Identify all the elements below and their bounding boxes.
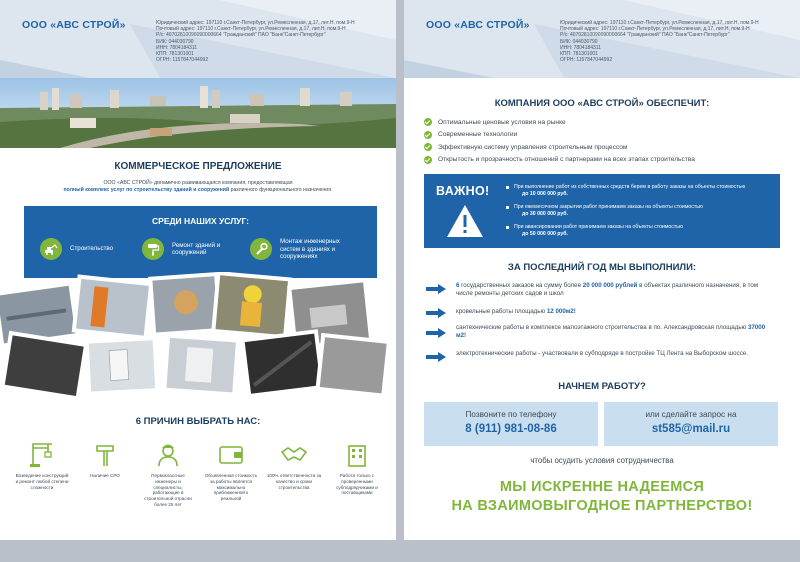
service-item — [142, 238, 236, 260]
benefit-item — [424, 154, 784, 167]
benefit-text: Современные технологии — [438, 131, 518, 139]
requisite-line: ОГРН: 1157847044992 — [560, 57, 613, 64]
reason-item — [140, 440, 196, 508]
benefit-item — [424, 129, 784, 142]
arrow-right-icon — [426, 284, 446, 294]
reason-label: Работа только с проверенными субподрядчиками и поставщиками — [336, 473, 378, 496]
important-text: При авансировании работ принимаем заказы на объекты стоимостью — [514, 224, 683, 231]
closing-slogan — [404, 478, 800, 516]
important-text: При ежемесячном закрытии работ принимаем заказы на объекты стоимостью — [514, 204, 703, 211]
arrow-right-icon — [426, 328, 446, 338]
slogan-line: НА ВЗАИМОВЫГОДНОЕ ПАРТНЕРСТВО! — [451, 498, 753, 514]
offer-line: различного функционального назначения. — [229, 187, 333, 193]
call-label: Позвоните по телефону — [465, 410, 557, 419]
reason-item — [266, 440, 322, 490]
warning-icon — [446, 204, 484, 238]
building-icon — [343, 440, 371, 468]
achievement-highlight: 12 000м2! — [546, 308, 576, 315]
reason-item — [77, 440, 133, 479]
company-name: ООО «АВС СТРОЙ» — [22, 19, 126, 31]
discuss-text: чтобы осудить условия сотрудничества — [530, 456, 674, 465]
email-address[interactable]: st585@mail.ru — [651, 423, 731, 435]
requisite-line: Юридический адрес: 197110 г.Санкт-Петербург, ул.Ремесленная, д.17, лит.Н, пом.9-Н — [156, 20, 355, 26]
arrow-right-icon — [426, 308, 446, 318]
important-list — [506, 184, 772, 245]
achievement-span: государственных заказов на сумму более — [459, 282, 583, 289]
service-label: Монтаж инженерных систем в зданиях и сооружениях — [280, 238, 340, 260]
services-panel — [24, 206, 377, 278]
requisite-line: Юридический адрес: 197110 г.Санкт-Петербург, ул.Ремесленная, д.17, лит.Н, пом.9-Н — [560, 20, 759, 26]
check-icon — [424, 118, 432, 126]
excavator-icon — [40, 238, 62, 260]
important-item — [506, 184, 772, 197]
achievement-highlight: 37000 м2! — [456, 324, 766, 339]
requisite-line: КПП: 781301001 — [156, 51, 194, 58]
achievement-text — [456, 282, 776, 298]
requisite-line: Почтовый адрес: 197110 г.Санкт-Петербург, ул.Ремесленная, д.17, лит.Н, пом.9-Н — [156, 26, 346, 33]
requisite-line: КПП: 781301001 — [560, 51, 598, 58]
important-text: При выполнение работ из собственных средств берем в работу заказы на объекты стоимостью — [514, 184, 746, 190]
requisite-line: Р/с: 40702810090090000664 "Гражданский" ПАО "Банк"Санкт-Петербург" — [560, 32, 730, 39]
service-item — [250, 238, 360, 261]
requisite-line: Р/с: 40702810090090000664 "Гражданский" ПАО "Банк"Санкт-Петербург" — [156, 32, 326, 39]
important-title: ВАЖНО! — [436, 184, 490, 198]
crane-icon — [28, 440, 56, 468]
important-amount: до 30 000 000 руб. — [522, 210, 568, 217]
achievement-span: в объектах различного назначения, в том числе ремонты детских садов и школ — [456, 282, 759, 297]
service-label: Строительство — [70, 245, 114, 253]
achievement-highlight: 20 000 000 рублей — [582, 282, 638, 289]
photo-collage — [0, 272, 396, 400]
requisite-line: ИНН: 7804184311 — [560, 44, 602, 51]
services-title: СРЕДИ НАШИХ УСЛУГ: — [152, 216, 249, 226]
right-page — [404, 0, 800, 540]
offer-highlight: полный комплекс услуг по строительству зданий и сооружений — [63, 187, 230, 193]
offer-line: ООО «АВС СТРОЙ» динамично развивающаяся компания, предоставляющая — [103, 180, 293, 186]
important-amount: до 10 000 000 руб. — [522, 190, 568, 197]
benefit-text: Оптимальные ценовые условия на рынке — [438, 118, 566, 126]
requisite-line: ИНН: 7804184311 — [156, 44, 198, 51]
important-item — [506, 204, 772, 217]
reason-label: 100% ответственности за качество и сроки строительства — [266, 473, 322, 490]
reason-item — [329, 440, 385, 496]
benefits-list — [424, 116, 784, 166]
achievement-text — [456, 324, 776, 340]
slogan-line: МЫ ИСКРЕННЕ НАДЕЕМСЯ — [499, 479, 705, 495]
achievement-text — [456, 308, 776, 316]
achievement-span: кровельные работы площадью — [456, 308, 547, 315]
email-box[interactable] — [604, 402, 778, 446]
service-item — [40, 238, 134, 260]
hammer-icon — [91, 440, 119, 468]
reason-label: Возведение конструкций и ремонт любой степени сложности — [15, 473, 69, 490]
requisites — [156, 20, 392, 63]
header-left — [0, 0, 396, 78]
done-title: ЗА ПОСЛЕДНИЙ ГОД МЫ ВЫПОЛНИЛИ: — [507, 262, 697, 273]
achievement-text: электротехнические работы - участвовали в субподряде в постройке ТЦ Лента на Выборском шоссе. — [456, 350, 748, 357]
left-page — [0, 0, 396, 540]
handshake-icon — [280, 440, 308, 468]
provide-title: КОМПАНИЯ ООО «АВС СТРОЙ» ОБЕСПЕЧИТ: — [494, 98, 710, 109]
offer-text — [30, 180, 366, 194]
reason-label: Объявленная стоимость за работы является максимально приближенной к реальной — [204, 473, 258, 502]
request-label: или сделайте запрос на — [645, 410, 737, 419]
phone-number[interactable]: 8 (911) 981-08-86 — [465, 423, 557, 435]
achievement-highlight: 6 — [456, 282, 460, 289]
achievement-span: сантехнические работы в комплексе малоэтажного строительства в по. Александровская площадью — [456, 324, 748, 331]
important-amount: до 50 000 000 руб. — [522, 230, 568, 237]
reason-label: Первоклассные инженеры и специалисты, работающие в строительной отрасли более 25 лет — [144, 473, 192, 507]
wrench-icon — [250, 238, 272, 260]
requisite-line: Почтовый адрес: 197110 г.Санкт-Петербург, ул.Ремесленная, д.17, лит.Н, пом.9-Н — [560, 26, 750, 33]
arrow-right-icon — [426, 352, 446, 362]
benefit-text: Открытость и прозрачность отношений с партнерами на всех этапах строительства — [438, 156, 695, 164]
header-right — [404, 0, 800, 78]
reasons-title: 6 ПРИЧИН ВЫБРАТЬ НАС: — [135, 416, 261, 427]
benefit-item — [424, 141, 784, 154]
benefit-item — [424, 116, 784, 129]
start-title: НАЧНЕМ РАБОТУ? — [558, 381, 646, 392]
reason-item — [14, 440, 70, 490]
check-icon — [424, 143, 432, 151]
requisite-line: ОГРН: 1157847044992 — [156, 57, 209, 64]
check-icon — [424, 156, 432, 164]
check-icon — [424, 131, 432, 139]
benefit-text: Эффективную систему управления строительным процессом — [438, 143, 628, 151]
important-item — [506, 224, 772, 237]
service-label: Ремонт зданий и сооружений — [172, 241, 221, 256]
requisites — [560, 20, 796, 63]
reason-item — [203, 440, 259, 502]
company-name: ООО «АВС СТРОЙ» — [426, 19, 530, 31]
offer-title: КОММЕРЧЕСКОЕ ПРЕДЛОЖЕНИЕ — [114, 161, 282, 172]
phone-box[interactable] — [424, 402, 598, 446]
requisite-line: БИК: 044030790 — [560, 38, 598, 45]
wallet-icon — [217, 440, 245, 468]
paint-roller-icon — [142, 238, 164, 260]
city-panorama — [0, 78, 396, 148]
requisite-line: БИК: 044030790 — [156, 38, 194, 45]
worker-icon — [154, 440, 182, 468]
important-panel — [424, 174, 780, 248]
reason-label: Наличие СРО — [90, 473, 120, 478]
